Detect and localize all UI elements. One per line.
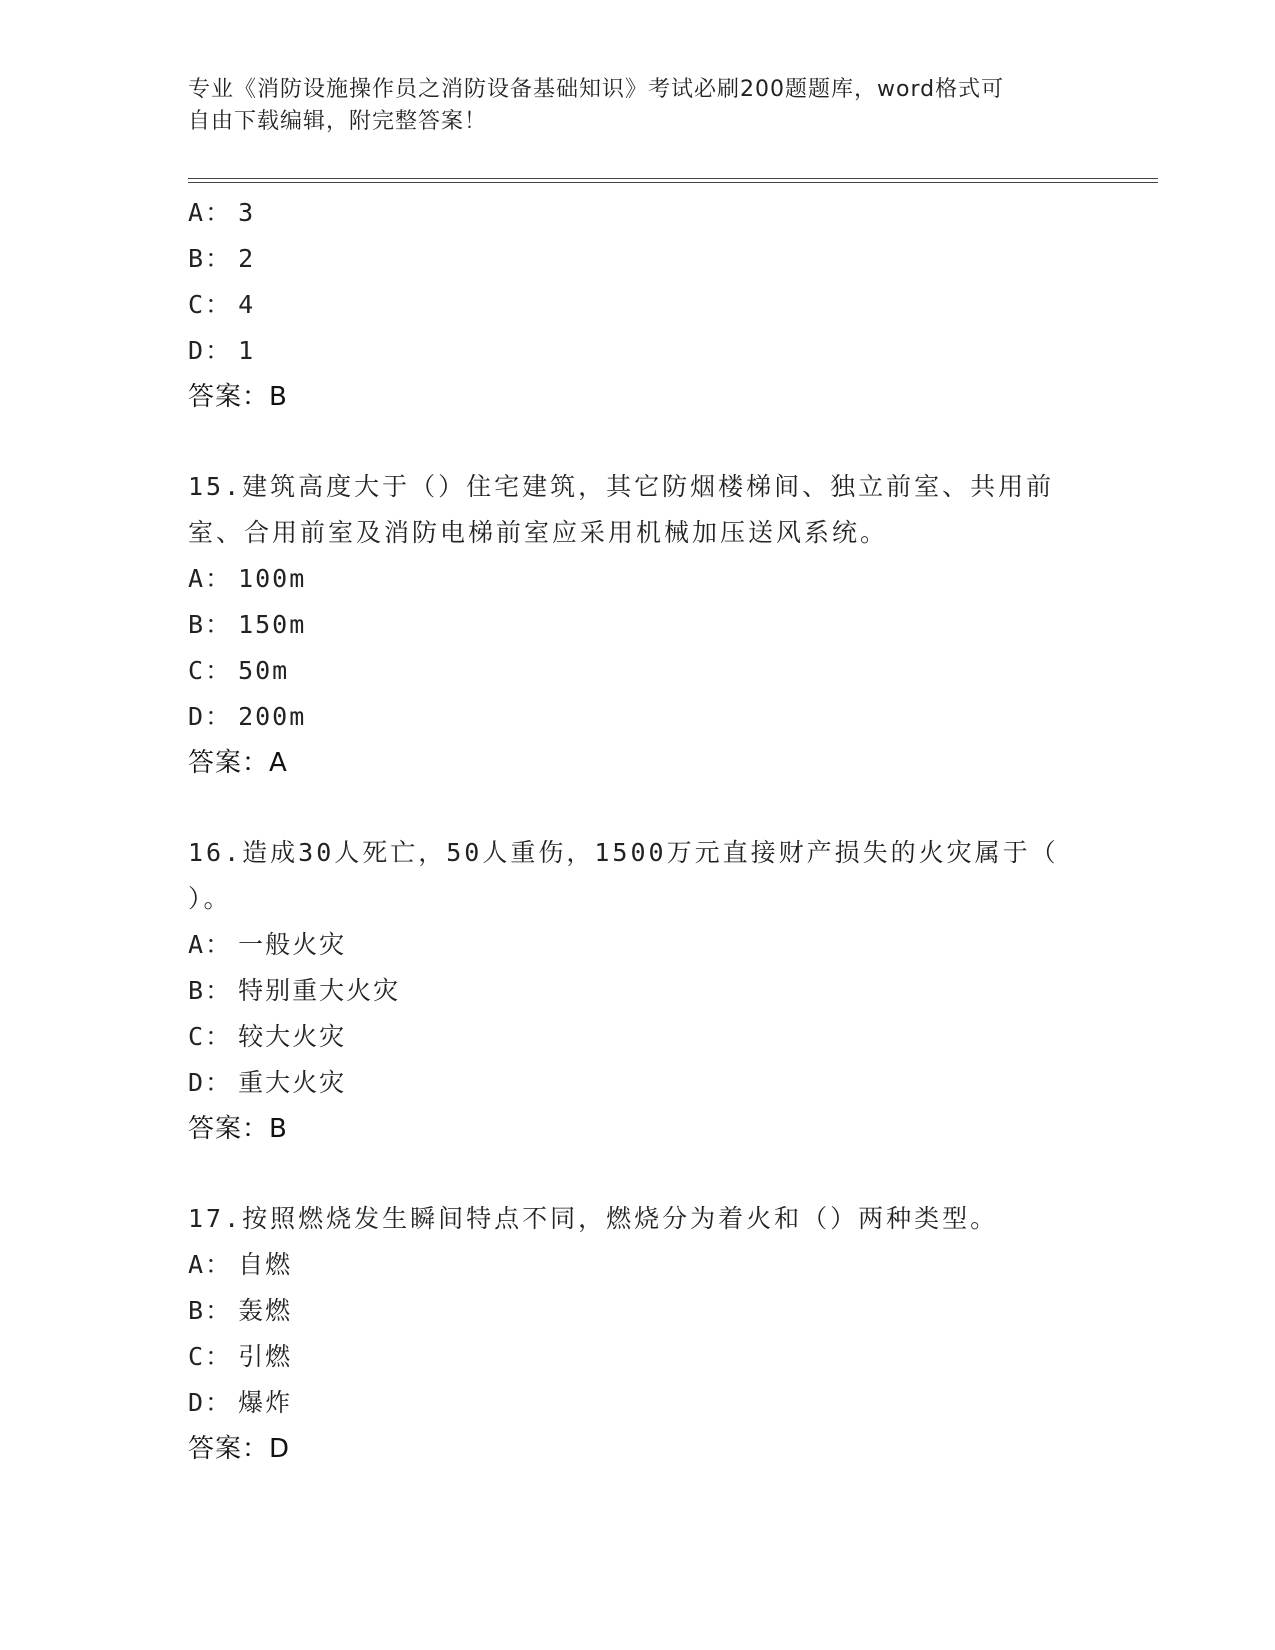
option-letter: D bbox=[188, 336, 206, 365]
option-b bbox=[188, 236, 1088, 282]
option-text: 一般火灾 bbox=[238, 930, 347, 959]
option-separator: ： bbox=[205, 198, 233, 227]
question-stem-line-1: 16.造成30人死亡，50人重伤，1500万元直接财产损失的火灾属于（ bbox=[188, 838, 1059, 867]
option-text: 自燃 bbox=[238, 1250, 293, 1279]
question-block-16 bbox=[188, 830, 1088, 1152]
option-text: 引燃 bbox=[238, 1342, 293, 1371]
option-separator: ： bbox=[205, 244, 233, 273]
option-separator: ： bbox=[205, 1022, 233, 1051]
option-text: 3 bbox=[238, 198, 256, 227]
question-stem bbox=[188, 1196, 1068, 1242]
option-letter: D bbox=[188, 702, 206, 731]
option-text: 重大火灾 bbox=[238, 1068, 347, 1097]
option-text: 特别重大火灾 bbox=[238, 976, 401, 1005]
question-block-14 bbox=[188, 190, 1088, 420]
option-a bbox=[188, 556, 1088, 602]
question-block-17 bbox=[188, 1196, 1088, 1472]
option-b bbox=[188, 1288, 1088, 1334]
spacer bbox=[188, 786, 1088, 830]
option-separator: ： bbox=[205, 336, 233, 365]
option-c bbox=[188, 648, 1088, 694]
option-letter: C bbox=[188, 1342, 206, 1371]
option-letter: D bbox=[188, 1388, 206, 1417]
question-stem-line-2: ）。 bbox=[188, 884, 232, 913]
question-stem bbox=[188, 830, 1068, 922]
option-separator: ： bbox=[205, 564, 233, 593]
option-c bbox=[188, 1334, 1088, 1380]
option-text: 200m bbox=[238, 702, 307, 731]
option-a bbox=[188, 1242, 1088, 1288]
option-separator: ： bbox=[205, 1388, 233, 1417]
question-stem-line-1: 17.按照燃烧发生瞬间特点不同，燃烧分为着火和（）两种类型。 bbox=[188, 1204, 999, 1233]
option-text: 1 bbox=[238, 336, 256, 365]
option-letter: D bbox=[188, 1068, 206, 1097]
option-d bbox=[188, 328, 1088, 374]
option-separator: ： bbox=[205, 702, 233, 731]
option-separator: ： bbox=[205, 1296, 233, 1325]
question-stem bbox=[188, 464, 1068, 556]
option-separator: ： bbox=[205, 656, 233, 685]
spacer bbox=[188, 420, 1088, 464]
answer-line: 答案：B bbox=[188, 1114, 288, 1144]
question-stem-line-2: 室、合用前室及消防电梯前室应采用机械加压送风系统。 bbox=[188, 518, 889, 547]
option-letter: A bbox=[188, 1250, 206, 1279]
spacer bbox=[188, 1152, 1088, 1196]
option-letter: B bbox=[188, 976, 206, 1005]
header-title-line-2: 自由下载编辑，附完整答案！ bbox=[188, 109, 488, 134]
option-d bbox=[188, 1380, 1088, 1426]
option-separator: ： bbox=[205, 1068, 233, 1097]
answer-line: 答案：B bbox=[188, 382, 288, 412]
option-text: 爆炸 bbox=[238, 1388, 293, 1417]
answer-line: 答案：D bbox=[188, 1434, 291, 1464]
option-separator: ： bbox=[205, 976, 233, 1005]
option-text: 4 bbox=[238, 290, 256, 319]
option-text: 2 bbox=[238, 244, 256, 273]
option-c bbox=[188, 1014, 1088, 1060]
option-text: 较大火灾 bbox=[238, 1022, 347, 1051]
option-a bbox=[188, 190, 1088, 236]
header-divider bbox=[188, 178, 1158, 183]
option-letter: A bbox=[188, 564, 206, 593]
option-text: 100m bbox=[238, 564, 307, 593]
question-stem-line-1: 15.建筑高度大于（）住宅建筑，其它防烟楼梯间、独立前室、共用前 bbox=[188, 472, 1055, 501]
option-letter: C bbox=[188, 656, 206, 685]
option-b bbox=[188, 968, 1088, 1014]
option-c bbox=[188, 282, 1088, 328]
option-separator: ： bbox=[205, 1342, 233, 1371]
option-letter: B bbox=[188, 244, 206, 273]
option-b bbox=[188, 602, 1088, 648]
option-letter: A bbox=[188, 198, 206, 227]
question-list bbox=[188, 190, 1088, 1472]
option-letter: B bbox=[188, 610, 206, 639]
option-text: 150m bbox=[238, 610, 307, 639]
option-separator: ： bbox=[205, 1250, 233, 1279]
option-a bbox=[188, 922, 1088, 968]
header-title-line-1: 专业《消防设施操作员之消防设备基础知识》考试必刷200题题库，word格式可 bbox=[188, 77, 1005, 102]
option-separator: ： bbox=[205, 290, 233, 319]
option-text: 50m bbox=[238, 656, 290, 685]
option-d bbox=[188, 1060, 1088, 1106]
option-letter: C bbox=[188, 290, 206, 319]
option-text: 轰燃 bbox=[238, 1296, 293, 1325]
option-separator: ： bbox=[205, 610, 233, 639]
option-letter: C bbox=[188, 1022, 206, 1051]
document-header bbox=[188, 74, 1088, 138]
option-d bbox=[188, 694, 1088, 740]
answer-line: 答案：A bbox=[188, 748, 288, 778]
option-separator: ： bbox=[205, 930, 233, 959]
option-letter: B bbox=[188, 1296, 206, 1325]
option-letter: A bbox=[188, 930, 206, 959]
question-block-15 bbox=[188, 464, 1088, 786]
